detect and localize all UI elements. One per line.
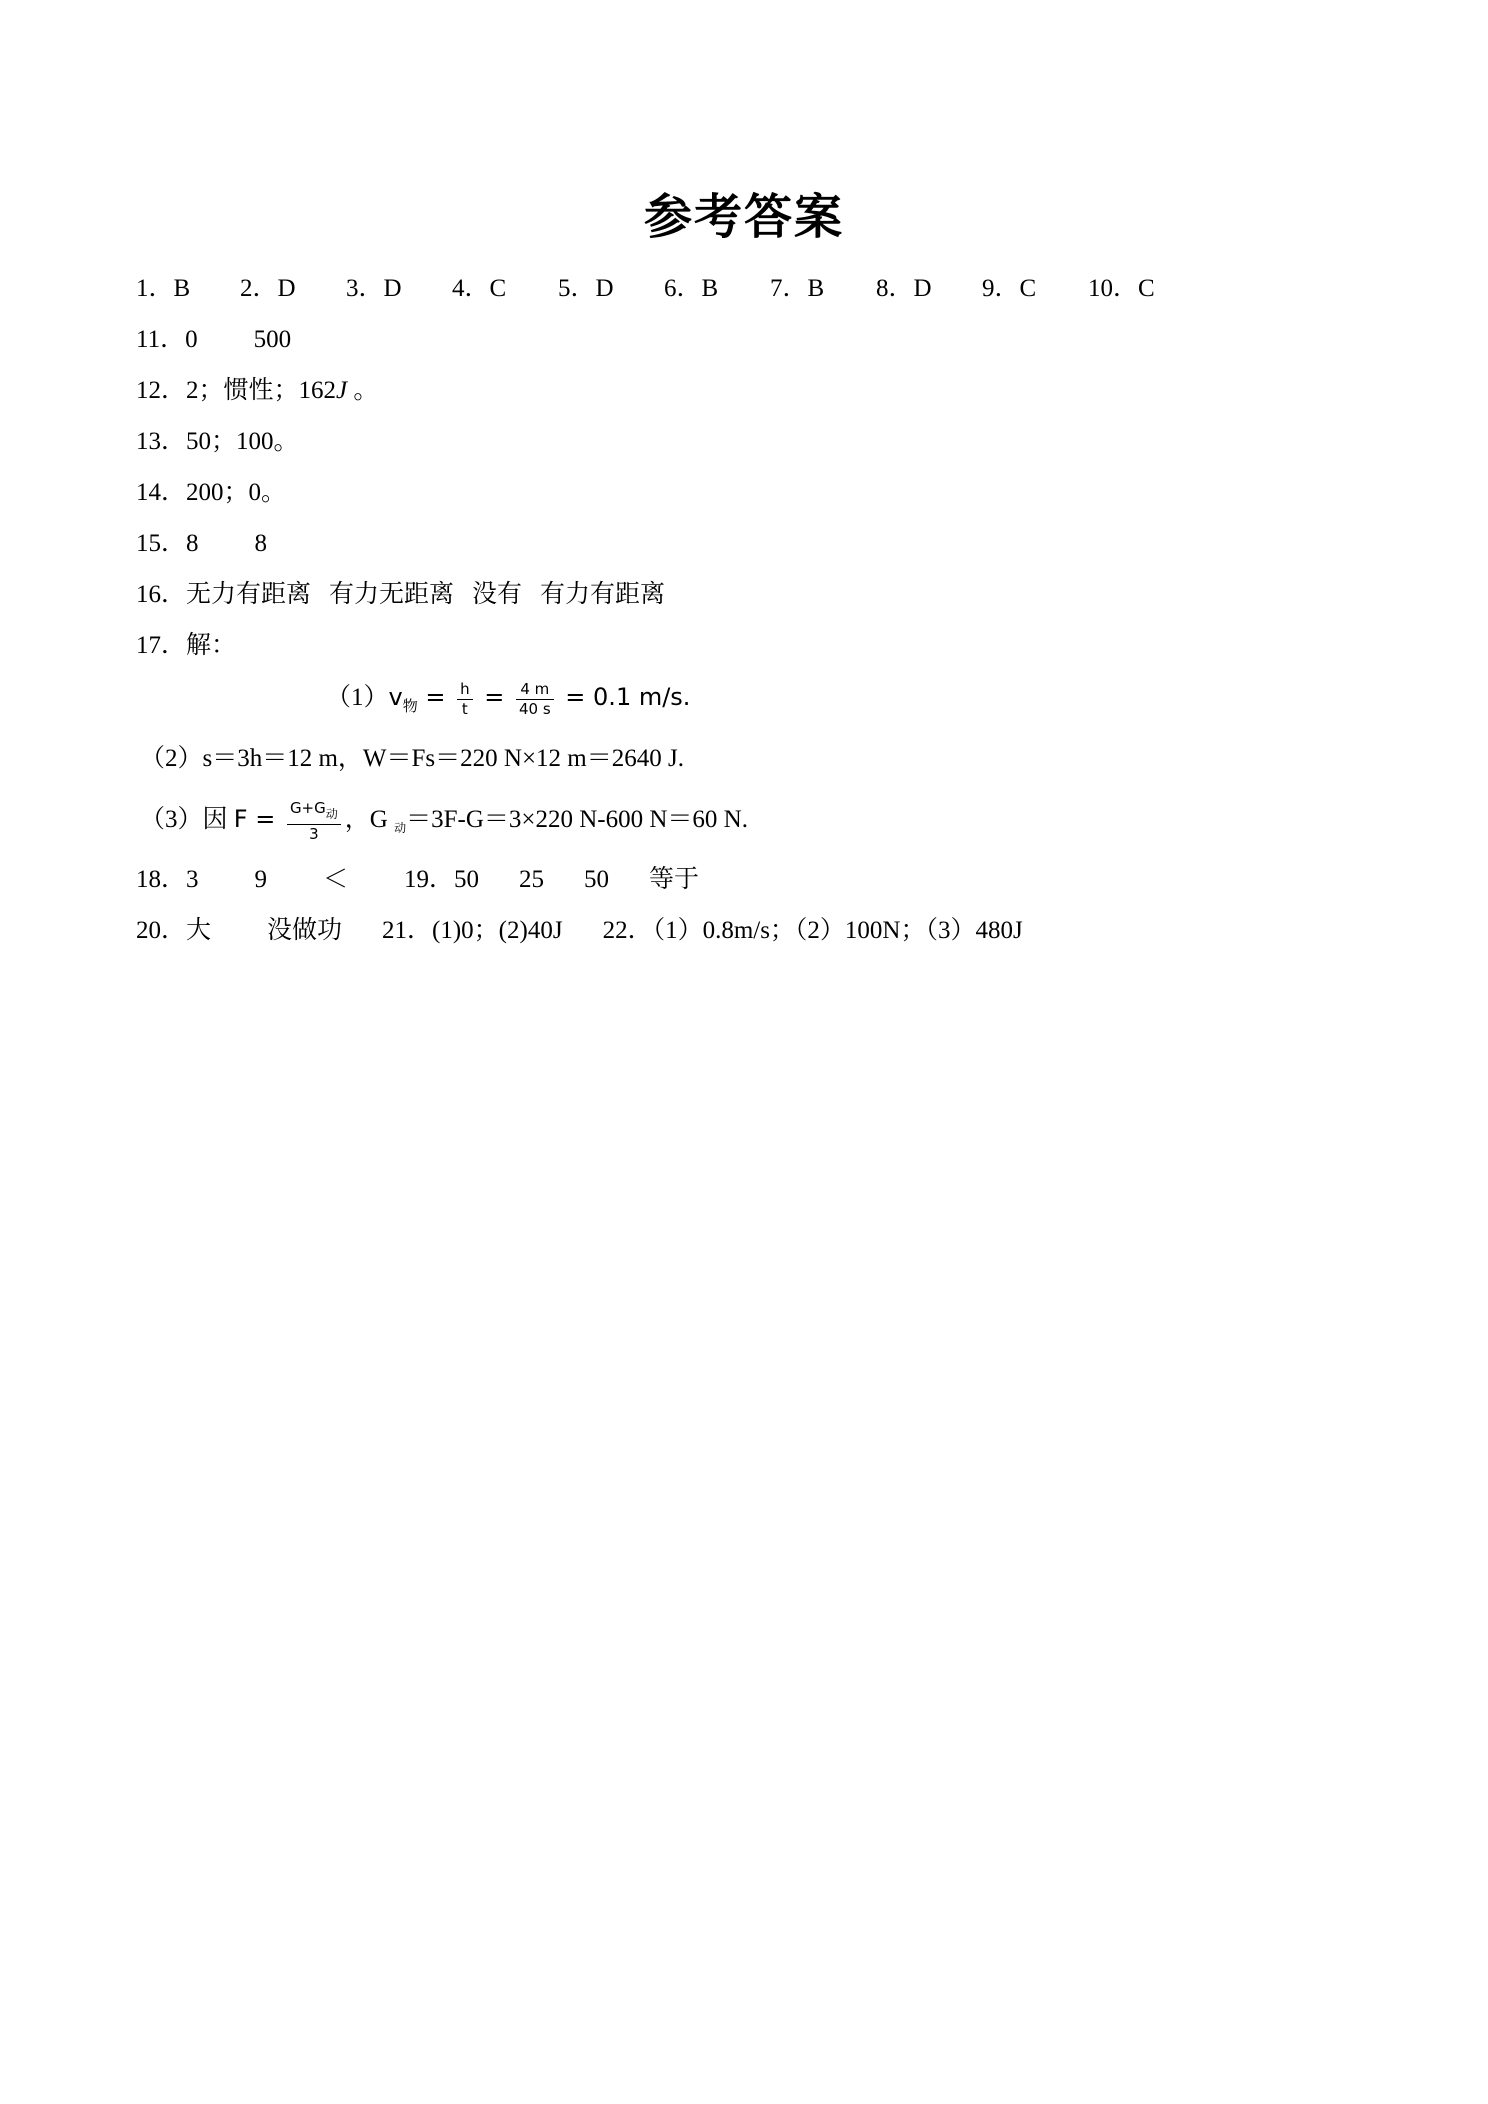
fraction-g-numerator-sub: 动 — [325, 807, 338, 821]
mc-answer-10: 10．C — [1088, 275, 1155, 302]
velocity-result: = 0.1 m/s. — [557, 683, 691, 711]
answer-16-d: 有力有距离 — [540, 581, 666, 608]
mc-answer-6: 6．B — [664, 275, 719, 302]
answer-17-part-2: （2）s＝3h＝12 m，W＝Fs＝220 N×12 m＝2640 J. — [140, 745, 684, 772]
answer-18-b: 9 — [254, 866, 268, 893]
answer-16 — [136, 578, 665, 612]
fraction-g-numerator — [287, 800, 341, 825]
answer-16-c: 没有 — [472, 581, 523, 608]
mc-answer-4: 4．C — [452, 275, 507, 302]
g-dong-subscript: 动 — [394, 821, 407, 836]
page-title: 参考答案 — [643, 189, 844, 245]
answer-17-part-3-mid: ，G — [344, 806, 395, 834]
answer-21: 21．(1)0；(2)40J — [382, 917, 563, 944]
answer-19-a: 19．50 — [404, 866, 480, 893]
answer-19-c: 50 — [584, 866, 610, 893]
answer-17-part-1 — [326, 680, 690, 724]
answer-18-19-row — [136, 863, 699, 897]
answer-12-unit: J — [336, 377, 348, 404]
mc-answer-3: 3．D — [346, 275, 402, 302]
fraction-3-denominator: 3 — [309, 825, 319, 843]
answer-17-part-3-prefix: （3）因 — [140, 806, 234, 834]
velocity-symbol: v — [388, 683, 403, 711]
equals-sign-1: = — [417, 683, 454, 711]
answer-20-b: 没做功 — [267, 917, 343, 944]
answer-16-b: 有力无距离 — [329, 581, 455, 608]
fraction-h-over-t — [457, 681, 473, 718]
mc-answer-1: 1．B — [136, 275, 191, 302]
mc-answer-7: 7．B — [770, 275, 825, 302]
equals-sign-2: = — [476, 683, 512, 711]
fraction-t-denominator: t — [461, 699, 468, 718]
answer-19-d: 等于 — [649, 866, 700, 893]
fraction-4m-over-40s — [516, 681, 554, 718]
answer-17-part-1-prefix: （1） — [326, 684, 389, 711]
answer-18-a: 18．3 — [136, 866, 199, 893]
answer-15-b: 8 — [254, 530, 268, 557]
answer-18-c: ＜ — [323, 866, 349, 893]
force-symbol: F = — [233, 805, 283, 834]
answer-11-a: 11．0 — [136, 326, 198, 353]
fraction-g-sum-over-3 — [287, 800, 341, 843]
fraction-4m-numerator: 4 m — [516, 681, 554, 700]
mc-answer-2: 2．D — [240, 275, 296, 302]
mc-answer-9: 9．C — [982, 275, 1037, 302]
answer-12-text: 12．2；惯性；162 — [136, 377, 337, 404]
answer-16-a: 16．无力有距离 — [136, 581, 312, 608]
answer-15 — [136, 527, 267, 561]
answer-12 — [136, 374, 378, 408]
answer-14: 14．200；0。 — [136, 479, 287, 506]
mc-answer-5: 5．D — [558, 275, 614, 302]
fraction-h-numerator: h — [457, 681, 473, 700]
answer-13: 13．50；100。 — [136, 428, 299, 455]
answer-11-b: 500 — [253, 326, 292, 353]
mc-answer-8: 8．D — [876, 275, 932, 302]
answer-17-part-3 — [140, 800, 748, 845]
answer-17-part-3-rest: ＝3F-G＝3×220 N-600 N＝60 N. — [406, 806, 748, 834]
fraction-g-numerator-text: G+G — [289, 799, 326, 817]
mc-answers-row — [136, 272, 1168, 306]
velocity-subscript: 物 — [402, 699, 418, 715]
answer-12-end: 。 — [347, 377, 379, 404]
answer-15-a: 15．8 — [136, 530, 199, 557]
answer-19-b: 25 — [519, 866, 545, 893]
answer-17-head: 17．解： — [136, 632, 237, 659]
fraction-40s-denominator: 40 s — [519, 699, 551, 718]
answer-20-a: 20．大 — [136, 917, 212, 944]
answer-22: 22．（1）0.8m/s；（2）100N；（3）480J — [602, 917, 1023, 944]
answer-20-21-22-row — [136, 914, 1023, 948]
answer-11 — [136, 323, 291, 357]
